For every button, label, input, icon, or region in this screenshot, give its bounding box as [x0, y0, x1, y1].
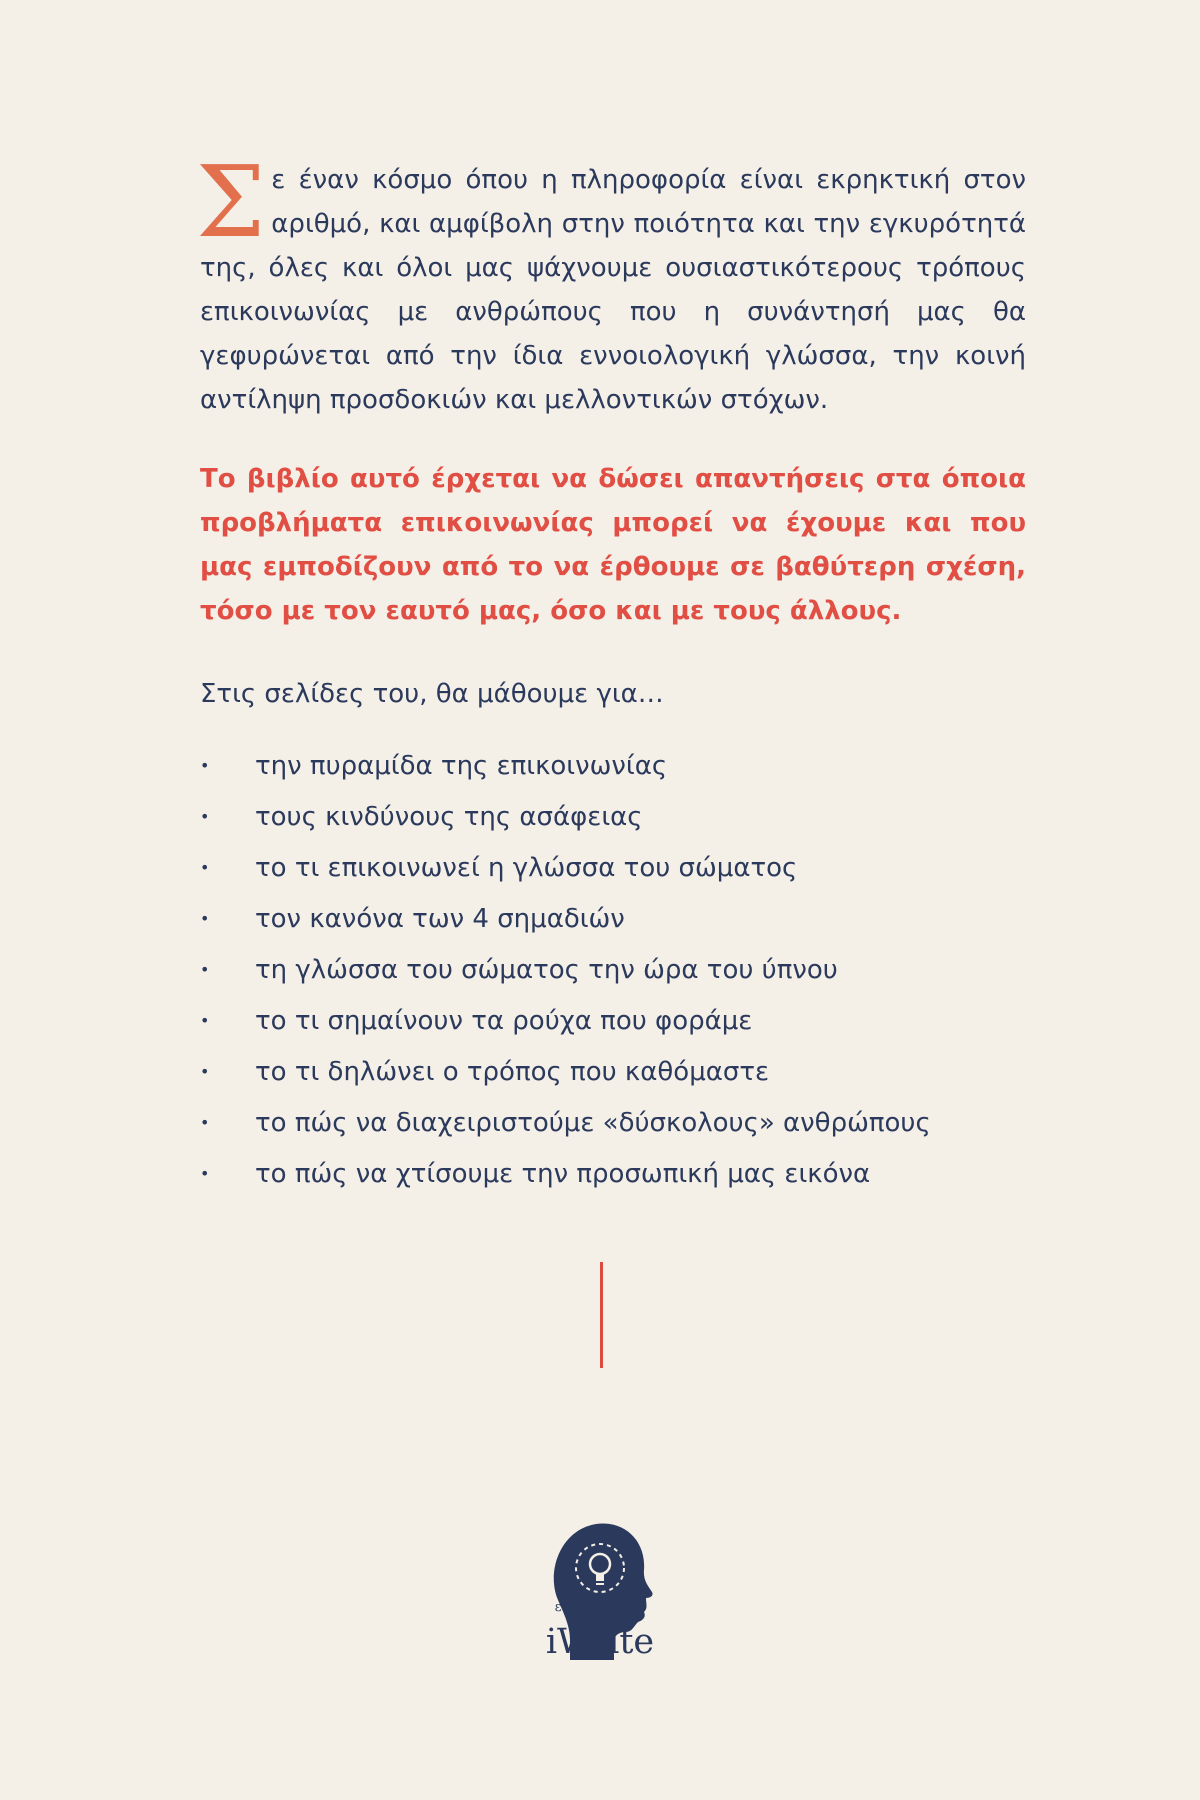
publisher-subtitle: εκδόσεις: [554, 1600, 646, 1615]
bullet-icon: •: [200, 807, 210, 826]
list-item: [200, 842, 931, 893]
list-item: [200, 893, 931, 944]
list-item-text: το πώς να χτίσουμε την προσωπική μας εικόνα: [255, 1158, 871, 1189]
bullet-icon: •: [200, 960, 210, 979]
list-item: [200, 995, 931, 1046]
bullet-icon: •: [200, 1164, 210, 1183]
list-item: [200, 944, 931, 995]
drop-cap: Σ: [196, 146, 266, 260]
bullet-icon: •: [200, 909, 210, 928]
bullet-icon: •: [200, 756, 210, 775]
list-item: [200, 1097, 931, 1148]
topic-list: [200, 740, 931, 1199]
list-item-text: το τι επικοινωνεί η γλώσσα του σώματος: [255, 852, 798, 883]
list-item: [200, 1148, 931, 1199]
list-item-text: το πώς να διαχειριστούμε «δύσκολους» ανθρώπους: [255, 1107, 931, 1138]
bullet-icon: •: [200, 1113, 210, 1132]
list-item: [200, 791, 931, 842]
list-item-text: τους κινδύνους της ασάφειας: [255, 801, 643, 832]
list-lead: Στις σελίδες του, θα μάθουμε για…: [200, 679, 664, 709]
intro-text: ε έναν κόσμο όπου η πληροφορία είναι εκρηκτική στον αριθμό, και αμφίβολη στην ποιότητα και την εγκυρότητά της, όλες και όλοι μας ψάχνουμε ουσιαστικότερους τρόπους επικοινωνίας με ανθρώπους που η συνάντησή μας θα γεφυρώνεται από την ίδια εννοιολογική γλώσσα, την κοινή αντίληψη προσδοκιών και μελλοντικών στόχων.: [200, 165, 1026, 415]
bullet-icon: •: [200, 858, 210, 877]
list-item-text: τη γλώσσα του σώματος την ώρα του ύπνου: [255, 954, 838, 985]
bullet-icon: •: [200, 1062, 210, 1081]
publisher-name: iWrite: [545, 1622, 655, 1662]
list-item: [200, 740, 931, 791]
list-item: [200, 1046, 931, 1097]
list-item-text: το τι σημαίνουν τα ρούχα που φοράμε: [255, 1005, 753, 1036]
intro-paragraph: [196, 146, 1026, 422]
bullet-icon: •: [200, 1011, 210, 1030]
list-item-text: τον κανόνα των 4 σημαδιών: [255, 903, 625, 934]
list-item-text: το τι δηλώνει ο τρόπος που καθόμαστε: [255, 1056, 770, 1087]
vertical-divider: [600, 1262, 603, 1368]
list-item-text: την πυραμίδα της επικοινωνίας: [255, 750, 668, 781]
highlight-paragraph: Το βιβλίο αυτό έρχεται να δώσει απαντήσεις στα όποια προβλήματα επικοινωνίας μπορεί να έχουμε και που μας εμποδίζουν από το να έρθουμε σε βαθύτερη σχέση, τόσο με τον εαυτό μας, όσο και με τους άλλους.: [200, 464, 1026, 626]
